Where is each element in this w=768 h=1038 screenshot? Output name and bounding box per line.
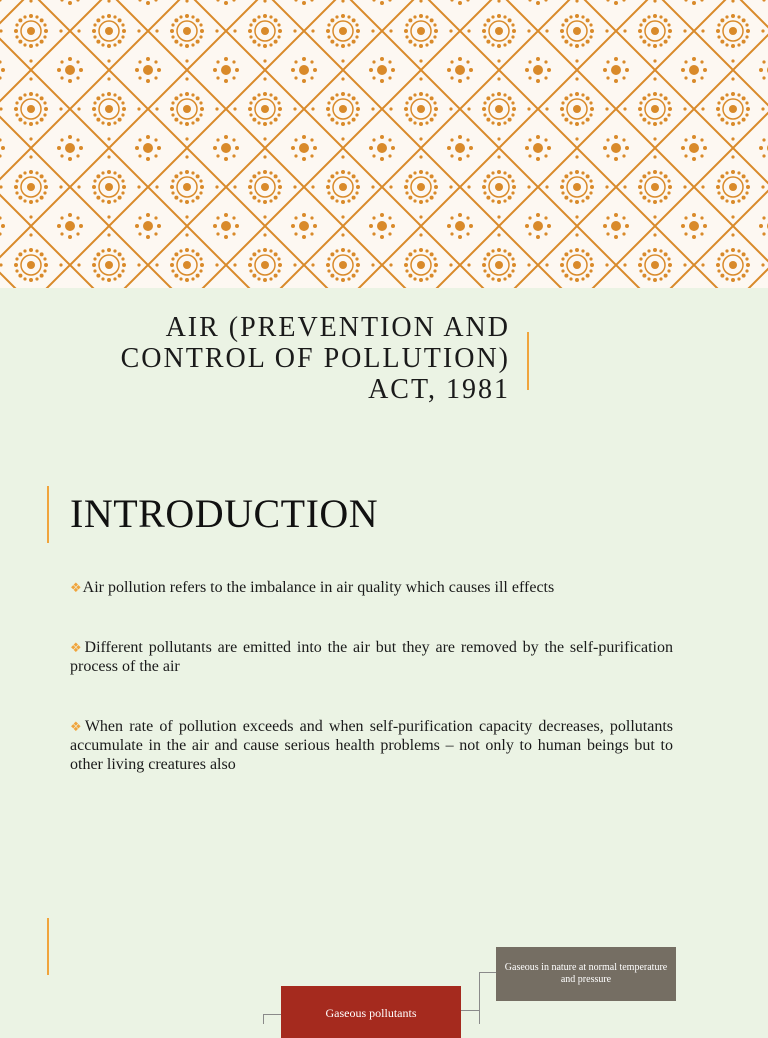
bullet-text: Air pollution refers to the imbalance in air quality which causes ill effects: [82, 579, 555, 596]
diamond-bullet-icon: ❖: [70, 719, 84, 734]
bullet-text: When rate of pollution exceeds and when self-purification capacity decreases, pollutants accumulate in the air and cause serious health problems – not only to human beings but to other living creatures also: [70, 718, 673, 773]
connector-line: [479, 972, 496, 973]
connector-line: [263, 1014, 264, 1024]
bullet-text: Different pollutants are emitted into the air but they are removed by the self-purification process of the air: [70, 639, 673, 675]
connector-line: [479, 972, 480, 1024]
gaseous-pollutants-box: Gaseous pollutants: [281, 986, 461, 1038]
diamond-bullet-icon: ❖: [70, 640, 84, 655]
diamond-bullet-icon: ❖: [70, 580, 82, 595]
diagram-accent-bar: [47, 918, 49, 975]
connector-line: [461, 1010, 479, 1011]
heading-accent-bar: [47, 486, 49, 543]
title-line-2: CONTROL OF POLLUTION): [120, 343, 510, 374]
decorative-pattern-banner: [0, 0, 768, 288]
title-accent-bar: [527, 332, 529, 390]
bullet-list: [70, 578, 673, 815]
bullet-item: [70, 638, 673, 676]
title-line-3: ACT, 1981: [368, 374, 510, 405]
section-heading: INTRODUCTION: [70, 491, 379, 536]
gaseous-description-box: Gaseous in nature at normal temperature and pressure: [496, 947, 676, 1001]
slide-title: [60, 312, 510, 405]
connector-line: [263, 1014, 281, 1015]
bullet-item: [70, 717, 673, 774]
bullet-item: [70, 578, 673, 597]
title-line-1: AIR (PREVENTION AND: [165, 312, 510, 343]
